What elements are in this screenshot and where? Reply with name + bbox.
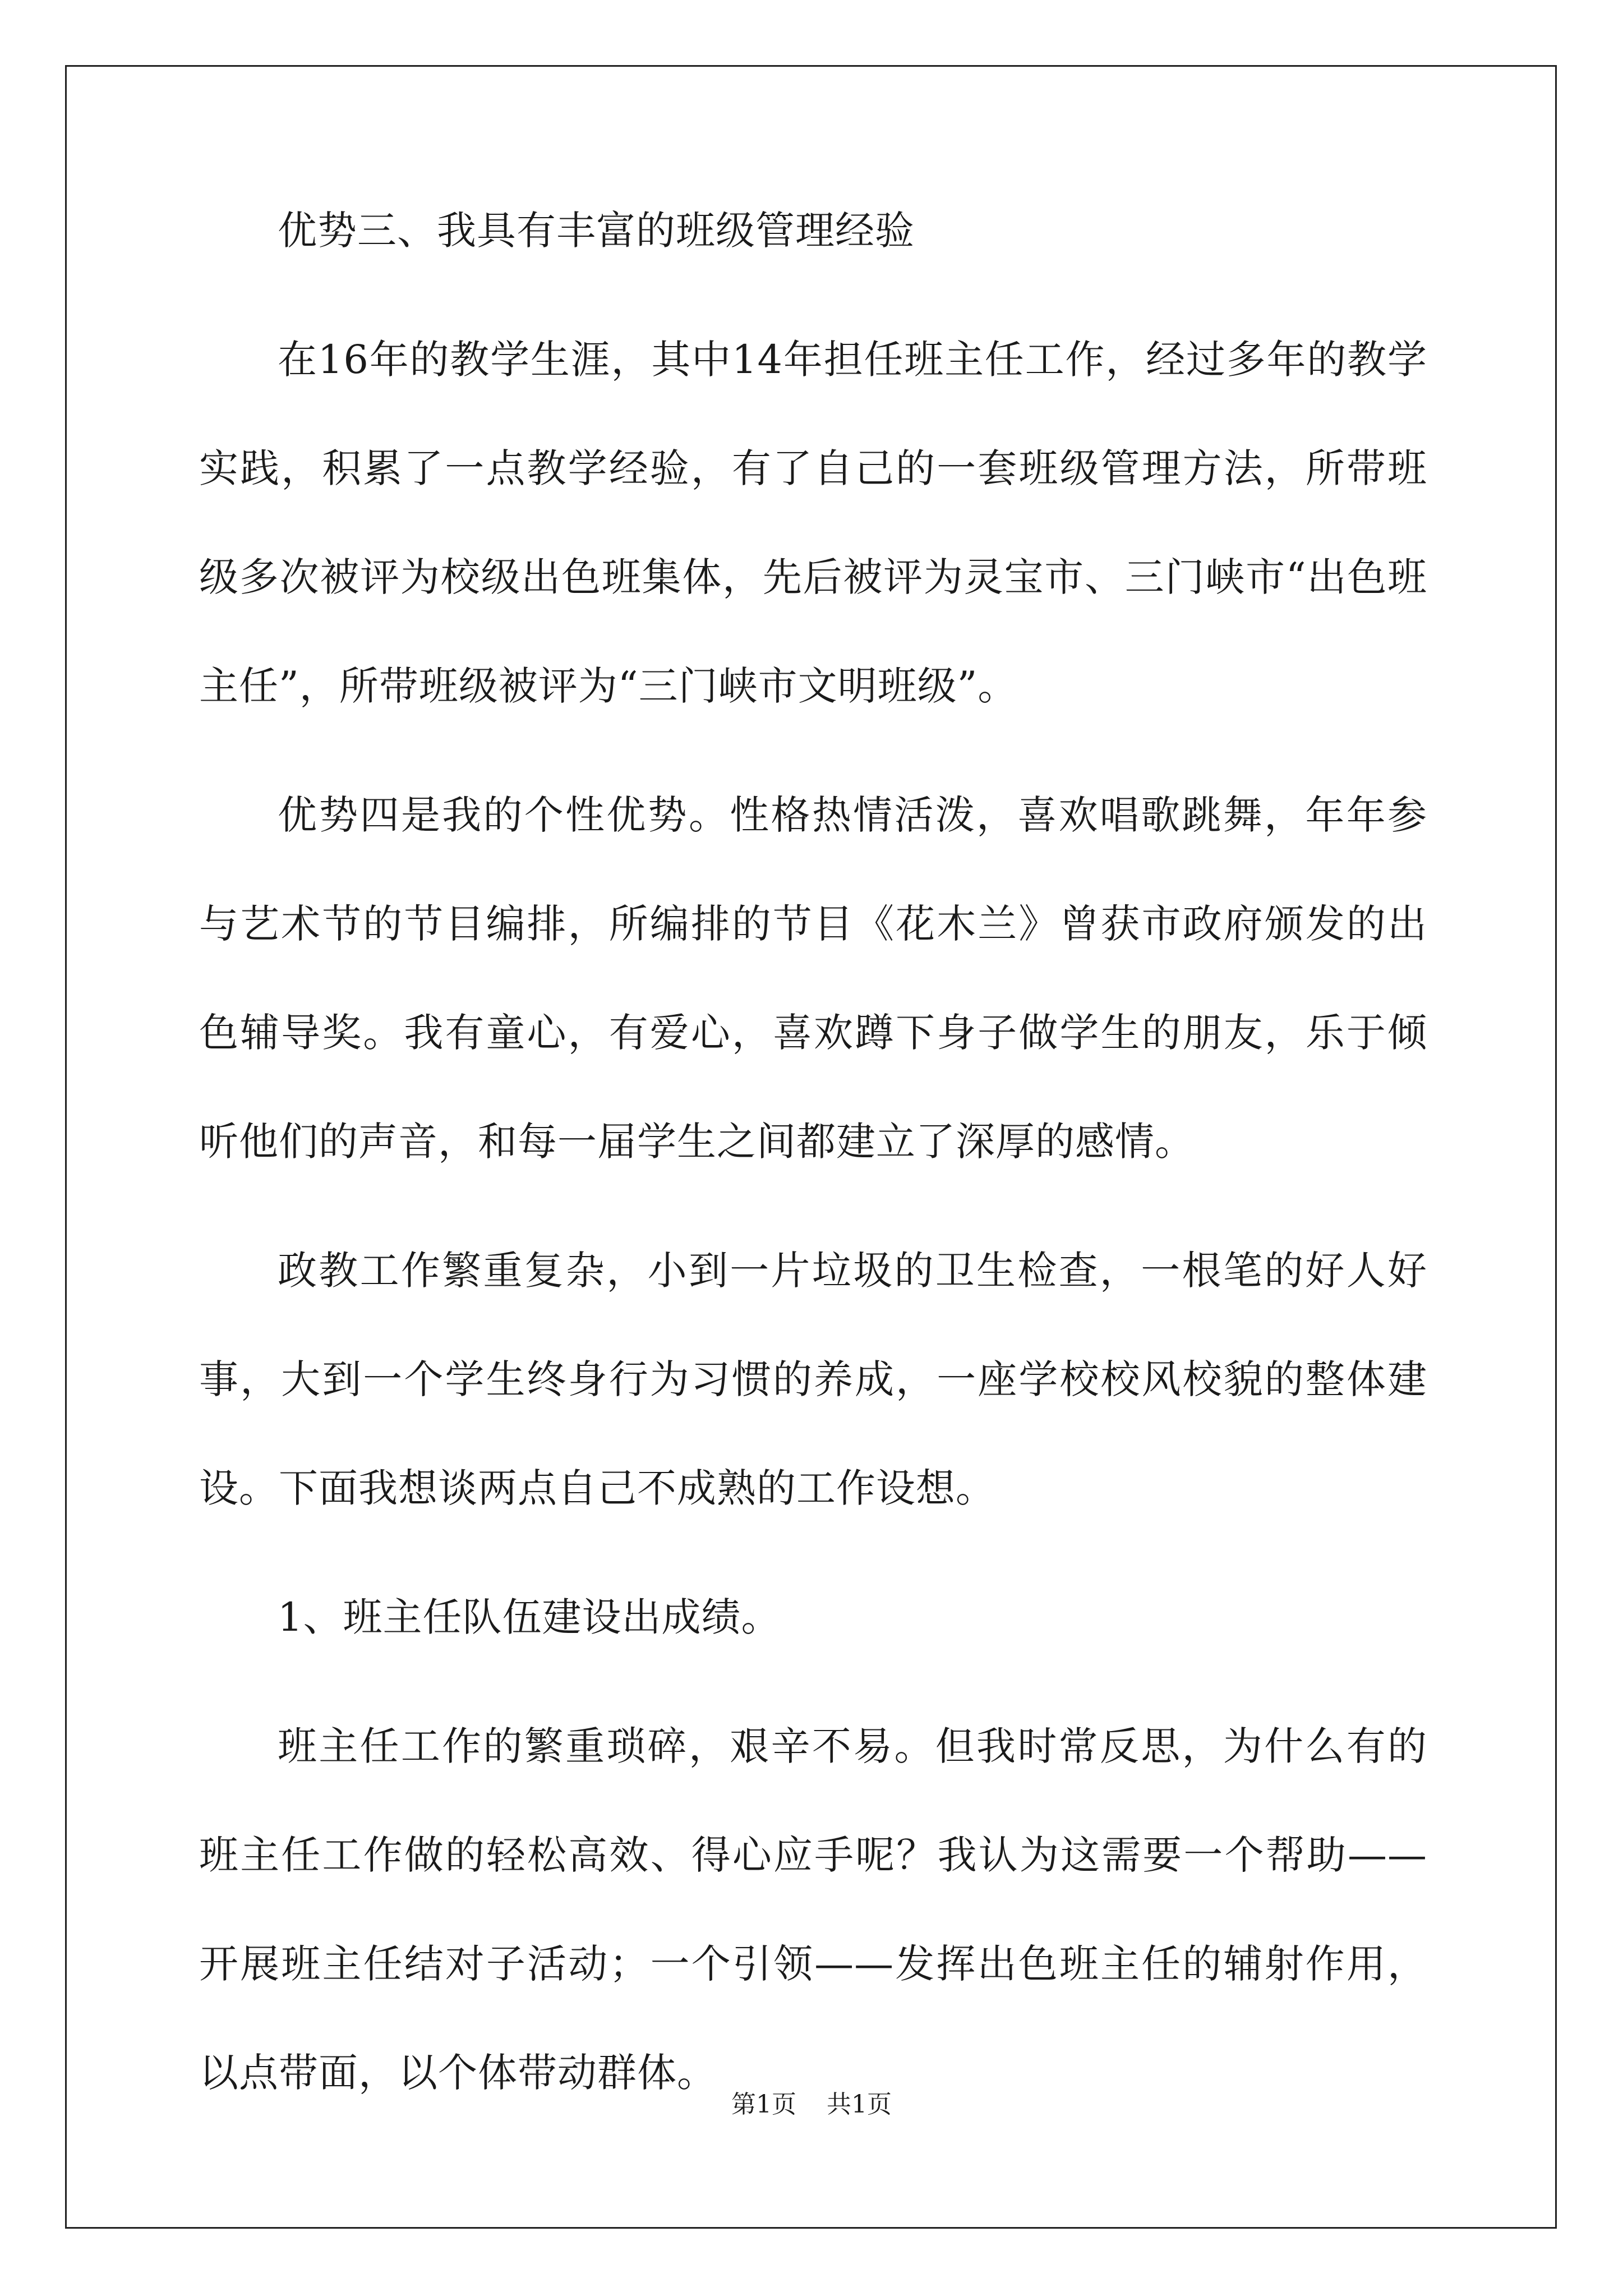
paragraph-advantage-three-heading: 优势三、我具有丰富的班级管理经验: [278, 208, 915, 254]
page-number-current: 第1页: [731, 2090, 796, 2119]
page-number-total: 共1页: [827, 2090, 892, 2119]
page-footer: [0, 2088, 1623, 2122]
paragraph-teaching-experience: 在16年的教学生涯，其中14年担任班主任工作，经过多年的教学实践，积累了一点教学经验，有了自己的一套班级管理方法，所带班级多次被评为校级出色班集体，先后被评为灵宝市、三门峡市“出色班主任”，所带班级被评为“三门峡市文明班级”。: [199, 337, 1427, 709]
paragraph-class-teacher-work: 班主任工作的繁重琐碎，艰辛不易。但我时常反思，为什么有的班主任工作做的轻松高效、得心应手呢？我认为这需要一个帮助——开展班主任结对子活动；一个引领——发挥出色班主任的辅射作用，以点带面，以个体带动群体。: [199, 1723, 1427, 2096]
paragraph-political-education-work: 政教工作繁重复杂，小到一片垃圾的卫生检查，一根笔的好人好事，大到一个学生终身行为习惯的养成，一座学校校风校貌的整体建设。下面我想谈两点自己不成熟的工作设想。: [199, 1248, 1427, 1511]
document-body: [199, 208, 1427, 2147]
paragraph-item-one-heading: 1、班主任队伍建设出成绩。: [278, 1594, 781, 1640]
paragraph-advantage-four: 优势四是我的个性优势。性格热情活泼，喜欢唱歌跳舞，年年参与艺术节的节目编排，所编排的节目《花木兰》曾获市政府颁发的出色辅导奖。我有童心，有爱心，喜欢蹲下身子做学生的朋友，乐于倾听他们的声音，和每一届学生之间都建立了深厚的感情。: [199, 792, 1427, 1165]
